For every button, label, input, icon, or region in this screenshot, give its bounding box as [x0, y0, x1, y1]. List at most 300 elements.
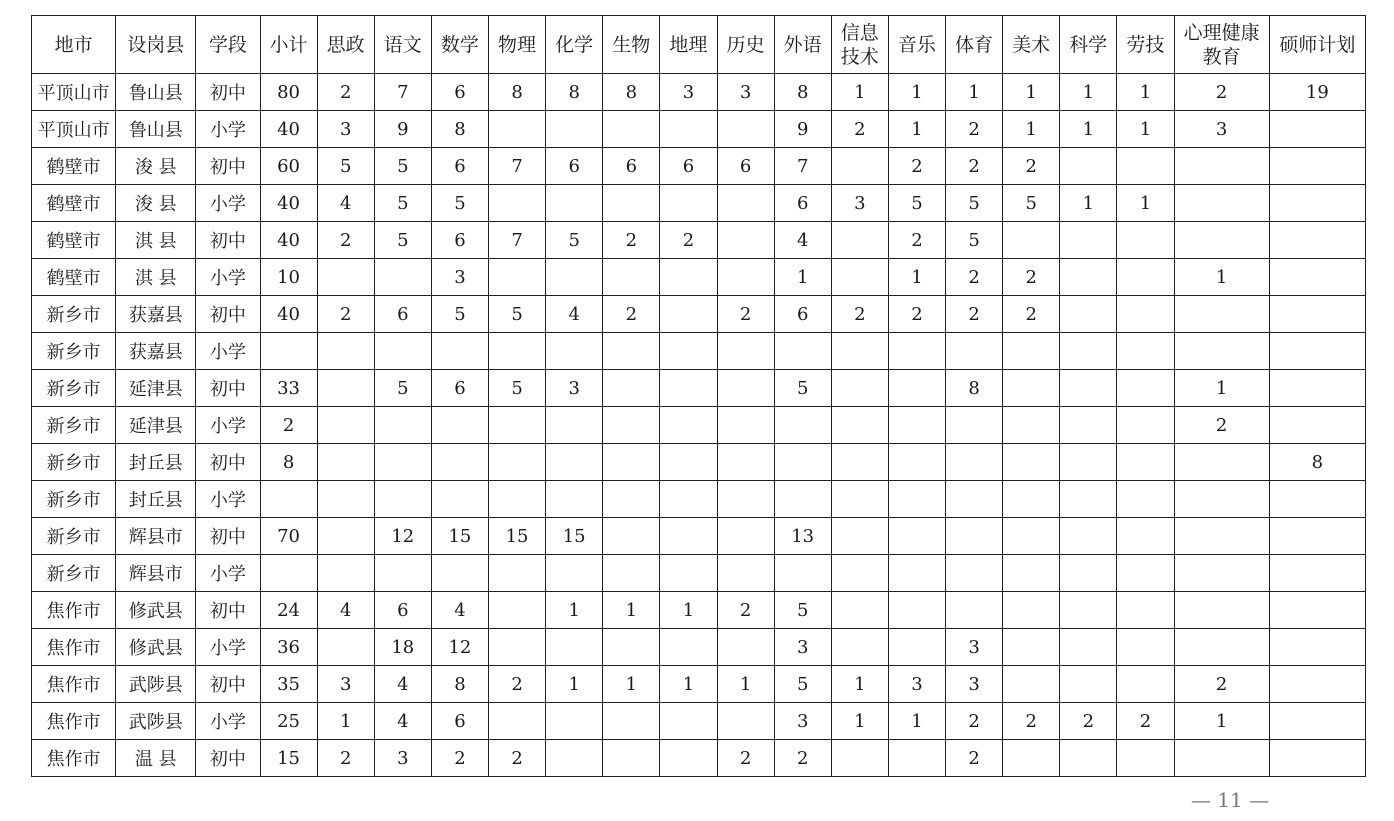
table-cell [546, 703, 603, 740]
table-cell: 温 县 [116, 740, 196, 777]
table-cell [260, 555, 317, 592]
table-cell: 修武县 [116, 592, 196, 629]
table-cell: 1 [660, 666, 717, 703]
table-cell: 修武县 [116, 629, 196, 666]
table-cell [660, 481, 717, 518]
table-cell [603, 555, 660, 592]
table-cell: 1 [831, 666, 888, 703]
table-cell: 浚 县 [116, 148, 196, 185]
table-cell [717, 518, 774, 555]
table-cell [1003, 481, 1060, 518]
table-cell [831, 407, 888, 444]
table-cell [1269, 185, 1365, 222]
table-cell: 7 [489, 222, 546, 259]
table-cell [831, 518, 888, 555]
table-cell: 新乡市 [32, 555, 116, 592]
table-cell [1269, 555, 1365, 592]
table-cell [374, 259, 431, 296]
table-cell: 焦作市 [32, 740, 116, 777]
table-cell: 5 [774, 370, 831, 407]
table-cell [1174, 740, 1269, 777]
table-cell: 鹤壁市 [32, 222, 116, 259]
table-cell: 小学 [196, 629, 260, 666]
table-cell: 初中 [196, 666, 260, 703]
table-cell [1060, 481, 1117, 518]
table-cell: 封丘县 [116, 444, 196, 481]
table-cell [1003, 222, 1060, 259]
column-header: 硕师计划 [1269, 16, 1365, 74]
table-cell [546, 481, 603, 518]
table-cell: 3 [660, 74, 717, 111]
table-cell [1060, 740, 1117, 777]
table-cell: 新乡市 [32, 481, 116, 518]
table-cell: 新乡市 [32, 444, 116, 481]
table-cell [1174, 222, 1269, 259]
table-cell [1003, 518, 1060, 555]
table-cell [1174, 296, 1269, 333]
table-cell [717, 555, 774, 592]
table-row [32, 518, 1366, 555]
table-cell: 5 [774, 592, 831, 629]
table-cell: 初中 [196, 592, 260, 629]
table-cell [831, 592, 888, 629]
table-cell [1269, 222, 1365, 259]
table-cell: 2 [1003, 703, 1060, 740]
table-cell [1174, 518, 1269, 555]
table-cell: 1 [774, 259, 831, 296]
table-cell: 9 [374, 111, 431, 148]
table-cell [546, 629, 603, 666]
table-cell: 焦作市 [32, 666, 116, 703]
table-cell [888, 740, 945, 777]
column-header: 物理 [489, 16, 546, 74]
table-cell: 12 [431, 629, 488, 666]
table-cell: 1 [660, 592, 717, 629]
table-cell [1117, 148, 1174, 185]
table-cell [603, 370, 660, 407]
table-row [32, 407, 1366, 444]
table-cell: 6 [431, 222, 488, 259]
table-cell: 平顶山市 [32, 74, 116, 111]
table-cell: 8 [774, 74, 831, 111]
table-cell [603, 407, 660, 444]
table-cell [489, 592, 546, 629]
table-cell [603, 333, 660, 370]
table-cell: 40 [260, 296, 317, 333]
table-cell [1174, 333, 1269, 370]
column-header: 外语 [774, 16, 831, 74]
table-cell: 1 [1174, 370, 1269, 407]
table-cell: 70 [260, 518, 317, 555]
table-cell: 初中 [196, 370, 260, 407]
column-header: 历史 [717, 16, 774, 74]
table-cell [888, 555, 945, 592]
table-cell [774, 407, 831, 444]
column-header: 劳技 [1117, 16, 1174, 74]
table-cell: 1 [946, 74, 1003, 111]
table-cell [1117, 740, 1174, 777]
table-cell: 1 [1117, 74, 1174, 111]
table-cell [717, 222, 774, 259]
table-cell [603, 481, 660, 518]
table-cell: 2 [317, 296, 374, 333]
table-cell [831, 333, 888, 370]
table-cell: 3 [1174, 111, 1269, 148]
table-cell [946, 592, 1003, 629]
table-cell [831, 222, 888, 259]
table-cell [546, 333, 603, 370]
table-cell: 4 [546, 296, 603, 333]
table-cell: 小学 [196, 703, 260, 740]
table-cell: 2 [260, 407, 317, 444]
table-cell: 2 [660, 222, 717, 259]
table-cell: 1 [1060, 111, 1117, 148]
table-cell: 8 [260, 444, 317, 481]
table-cell: 新乡市 [32, 333, 116, 370]
table-cell: 15 [260, 740, 317, 777]
table-cell: 3 [431, 259, 488, 296]
table-cell: 1 [831, 74, 888, 111]
table-cell: 2 [717, 740, 774, 777]
table-cell: 2 [603, 296, 660, 333]
table-cell: 4 [374, 666, 431, 703]
table-cell [1174, 481, 1269, 518]
table-cell [946, 481, 1003, 518]
table-cell: 3 [317, 666, 374, 703]
table-cell: 8 [1269, 444, 1365, 481]
table-cell [431, 407, 488, 444]
table-cell [1060, 555, 1117, 592]
column-header: 地理 [660, 16, 717, 74]
table-cell [546, 111, 603, 148]
table-cell: 2 [431, 740, 488, 777]
table-cell [489, 111, 546, 148]
table-cell [317, 333, 374, 370]
table-cell [1269, 629, 1365, 666]
table-cell: 2 [946, 148, 1003, 185]
table-cell [1269, 259, 1365, 296]
table-cell: 3 [717, 74, 774, 111]
table-cell [888, 370, 945, 407]
table-cell [1060, 222, 1117, 259]
table-cell: 初中 [196, 518, 260, 555]
table-cell: 35 [260, 666, 317, 703]
table-cell [489, 333, 546, 370]
table-row [32, 185, 1366, 222]
table-cell [1117, 296, 1174, 333]
table-cell: 2 [774, 740, 831, 777]
table-cell [1060, 592, 1117, 629]
table-cell: 40 [260, 222, 317, 259]
table-row [32, 444, 1366, 481]
column-header: 生物 [603, 16, 660, 74]
table-cell: 1 [1174, 259, 1269, 296]
table-cell: 新乡市 [32, 370, 116, 407]
table-cell [1003, 666, 1060, 703]
table-cell [431, 555, 488, 592]
table-cell: 10 [260, 259, 317, 296]
table-cell: 6 [603, 148, 660, 185]
table-cell: 焦作市 [32, 703, 116, 740]
table-cell [1269, 333, 1365, 370]
table-row [32, 629, 1366, 666]
table-cell: 新乡市 [32, 407, 116, 444]
table-cell [774, 555, 831, 592]
table-cell [888, 333, 945, 370]
table-cell [1117, 518, 1174, 555]
table-cell [1269, 703, 1365, 740]
table-cell [888, 444, 945, 481]
table-cell: 获嘉县 [116, 296, 196, 333]
table-cell: 15 [431, 518, 488, 555]
table-cell [660, 518, 717, 555]
table-cell [260, 333, 317, 370]
table-cell [1117, 555, 1174, 592]
table-cell [717, 185, 774, 222]
table-cell [489, 703, 546, 740]
table-cell: 淇 县 [116, 222, 196, 259]
table-cell: 1 [1003, 111, 1060, 148]
table-cell [1269, 740, 1365, 777]
table-row [32, 74, 1366, 111]
table-cell: 2 [1003, 148, 1060, 185]
table-header [32, 16, 1366, 74]
table-cell: 5 [374, 222, 431, 259]
table-cell: 6 [660, 148, 717, 185]
table-cell: 1 [888, 111, 945, 148]
table-cell [1269, 407, 1365, 444]
table-cell [1174, 555, 1269, 592]
table-cell: 2 [888, 222, 945, 259]
table-cell [831, 444, 888, 481]
table-cell: 5 [374, 148, 431, 185]
table-cell [374, 444, 431, 481]
table-cell [1060, 148, 1117, 185]
table-cell [603, 259, 660, 296]
table-cell [774, 444, 831, 481]
table-cell [660, 333, 717, 370]
table-cell [317, 259, 374, 296]
table-cell [1003, 407, 1060, 444]
table-cell: 25 [260, 703, 317, 740]
table-cell: 36 [260, 629, 317, 666]
table-cell: 浚 县 [116, 185, 196, 222]
table-cell [1060, 629, 1117, 666]
table-row [32, 666, 1366, 703]
table-cell [660, 703, 717, 740]
table-cell: 2 [1060, 703, 1117, 740]
column-header: 信息 技术 [831, 16, 888, 74]
table-cell [489, 481, 546, 518]
table-row [32, 259, 1366, 296]
table-cell: 2 [946, 259, 1003, 296]
table-cell: 2 [489, 740, 546, 777]
table-cell [660, 444, 717, 481]
table-cell: 6 [546, 148, 603, 185]
table-cell [1269, 592, 1365, 629]
table-cell: 2 [888, 148, 945, 185]
table-cell [831, 555, 888, 592]
table-cell: 2 [717, 296, 774, 333]
table-cell [317, 629, 374, 666]
table-cell [1269, 148, 1365, 185]
table-cell: 小学 [196, 259, 260, 296]
table-cell: 5 [888, 185, 945, 222]
table-cell: 3 [946, 629, 1003, 666]
table-cell [489, 444, 546, 481]
table-cell [1117, 333, 1174, 370]
table-cell [1174, 629, 1269, 666]
table-cell: 2 [1174, 74, 1269, 111]
column-header: 思政 [317, 16, 374, 74]
table-cell: 2 [603, 222, 660, 259]
table-cell [1060, 444, 1117, 481]
table-cell: 小学 [196, 111, 260, 148]
table-cell [317, 370, 374, 407]
table-cell [546, 444, 603, 481]
table-cell: 2 [317, 74, 374, 111]
table-cell [603, 703, 660, 740]
table-cell: 2 [1003, 296, 1060, 333]
column-header: 美术 [1003, 16, 1060, 74]
table-cell [1060, 259, 1117, 296]
table-cell [660, 185, 717, 222]
table-cell [431, 333, 488, 370]
table-cell: 平顶山市 [32, 111, 116, 148]
table-cell: 12 [374, 518, 431, 555]
table-cell: 1 [1117, 185, 1174, 222]
table-cell: 初中 [196, 296, 260, 333]
table-cell: 13 [774, 518, 831, 555]
table-cell [431, 444, 488, 481]
table-cell: 小学 [196, 185, 260, 222]
table-cell: 1 [1174, 703, 1269, 740]
table-cell [1174, 444, 1269, 481]
table-cell [946, 555, 1003, 592]
table-cell: 3 [774, 703, 831, 740]
table-cell: 7 [489, 148, 546, 185]
table-cell [546, 185, 603, 222]
table-cell: 3 [888, 666, 945, 703]
table-cell: 7 [774, 148, 831, 185]
column-header: 小计 [260, 16, 317, 74]
table-cell [603, 444, 660, 481]
table-row [32, 370, 1366, 407]
table-cell: 4 [374, 703, 431, 740]
table-cell: 6 [374, 592, 431, 629]
table-row [32, 111, 1366, 148]
table-cell [831, 629, 888, 666]
table-cell: 18 [374, 629, 431, 666]
table-cell: 5 [489, 296, 546, 333]
table-cell: 小学 [196, 407, 260, 444]
table-cell: 2 [1117, 703, 1174, 740]
table-cell: 鹤壁市 [32, 148, 116, 185]
table-cell [1117, 370, 1174, 407]
table-cell: 1 [888, 74, 945, 111]
table-cell [603, 185, 660, 222]
table-cell [374, 333, 431, 370]
table-row [32, 222, 1366, 259]
column-header: 音乐 [888, 16, 945, 74]
table-cell: 6 [774, 185, 831, 222]
table-cell: 1 [1003, 74, 1060, 111]
table-cell: 5 [489, 370, 546, 407]
table-cell: 新乡市 [32, 518, 116, 555]
table-cell [1060, 666, 1117, 703]
table-cell [546, 555, 603, 592]
table-cell [317, 518, 374, 555]
table-cell [717, 629, 774, 666]
table-cell: 延津县 [116, 370, 196, 407]
table-cell [1269, 296, 1365, 333]
table-cell [317, 555, 374, 592]
table-cell [1174, 148, 1269, 185]
table-cell: 5 [1003, 185, 1060, 222]
table-cell [546, 407, 603, 444]
table-cell: 33 [260, 370, 317, 407]
table-cell: 5 [317, 148, 374, 185]
table-cell: 淇 县 [116, 259, 196, 296]
table-cell [603, 518, 660, 555]
table-cell: 2 [946, 296, 1003, 333]
table-cell: 2 [946, 703, 1003, 740]
table-cell: 焦作市 [32, 629, 116, 666]
table-cell: 鲁山县 [116, 74, 196, 111]
table-cell: 15 [489, 518, 546, 555]
table-cell [888, 518, 945, 555]
table-cell [1117, 259, 1174, 296]
table-cell: 2 [1003, 259, 1060, 296]
table-cell [1003, 592, 1060, 629]
table-cell [1117, 666, 1174, 703]
table-row [32, 740, 1366, 777]
table-cell: 封丘县 [116, 481, 196, 518]
table-cell: 小学 [196, 333, 260, 370]
table-cell: 5 [774, 666, 831, 703]
table-cell: 8 [489, 74, 546, 111]
table-cell [546, 740, 603, 777]
table-cell [946, 407, 1003, 444]
table-cell [888, 592, 945, 629]
table-cell [1117, 222, 1174, 259]
table-cell: 鲁山县 [116, 111, 196, 148]
table-cell: 6 [431, 703, 488, 740]
table-cell: 6 [717, 148, 774, 185]
table-cell [1269, 518, 1365, 555]
table-cell [317, 444, 374, 481]
table-cell [1269, 370, 1365, 407]
table-cell: 2 [317, 222, 374, 259]
table-cell [660, 740, 717, 777]
table-cell: 9 [774, 111, 831, 148]
table-cell [660, 629, 717, 666]
table-cell: 1 [1060, 185, 1117, 222]
table-cell: 8 [431, 666, 488, 703]
table-cell: 2 [831, 111, 888, 148]
table-cell: 24 [260, 592, 317, 629]
table-cell: 1 [317, 703, 374, 740]
table-cell: 新乡市 [32, 296, 116, 333]
table-cell: 2 [831, 296, 888, 333]
table-cell [831, 740, 888, 777]
table-cell: 获嘉县 [116, 333, 196, 370]
table-cell: 2 [717, 592, 774, 629]
table-cell [1174, 185, 1269, 222]
table-cell: 15 [546, 518, 603, 555]
table-body [32, 74, 1366, 777]
table-cell [717, 481, 774, 518]
